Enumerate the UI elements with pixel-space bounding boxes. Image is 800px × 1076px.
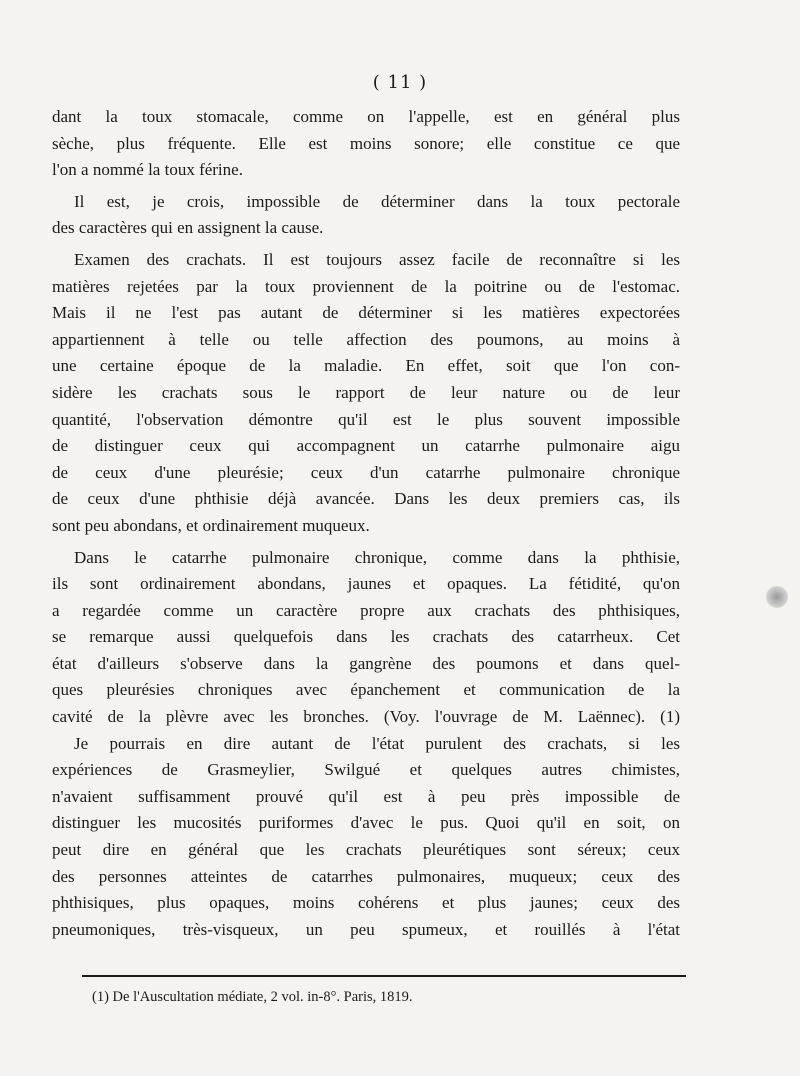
text-line: ils sont ordinairement abondans, jaunes et opaques. La fétidité, qu'on <box>52 574 680 594</box>
text-line: Dans le catarrhe pulmonaire chronique, comme dans la phthisie, <box>74 547 680 567</box>
text-line: de ceux d'une pleurésie; ceux d'un catarrhe pulmonaire chronique <box>52 462 680 482</box>
text-line: sèche, plus fréquente. Elle est moins sonore; elle constitue ce que <box>52 133 680 153</box>
ink-smudge <box>766 586 788 608</box>
text-line: ques pleurésies chroniques avec épanchement et communication de la <box>52 680 680 700</box>
text-line: l'on a nommé la toux férine. <box>52 160 243 180</box>
text-line: de ceux d'une phthisie déjà avancée. Dans les deux premiers cas, ils <box>52 489 680 509</box>
text-line: une certaine époque de la maladie. En effet, soit que l'on con- <box>52 356 680 376</box>
text-line: des personnes atteintes de catarrhes pulmonaires, muqueux; ceux des <box>52 866 680 886</box>
text-line: des caractères qui en assignent la cause. <box>52 218 324 238</box>
text-line: se remarque aussi quelquefois dans les crachats des catarrheux. Cet <box>52 627 680 647</box>
page-number: ( 11 ) <box>372 72 428 93</box>
text-line: distinguer les mucosités puriformes d'avec le pus. Quoi qu'il en soit, on <box>52 813 680 833</box>
text-line: sidère les crachats sous le rapport de leur nature ou de leur <box>52 382 680 402</box>
text-line: expériences de Grasmeylier, Swilgué et quelques autres chimistes, <box>52 760 680 780</box>
body-text <box>52 104 680 943</box>
text-line: matières rejetées par la toux proviennent de la poitrine ou de l'estomac. <box>52 276 680 296</box>
footnote: (1) De l'Auscultation médiate, 2 vol. in-8°. Paris, 1819. <box>92 989 413 1005</box>
text-line: appartiennent à telle ou telle affection des poumons, au moins à <box>52 329 680 349</box>
text-line: a regardée comme un caractère propre aux crachats des phthisiques, <box>52 600 680 620</box>
text-line: état d'ailleurs s'observe dans la gangrène des poumons et dans quel- <box>52 653 680 673</box>
text-line: Examen des crachats. Il est toujours assez facile de reconnaître si les <box>74 249 680 269</box>
text-line: Mais il ne l'est pas autant de déterminer si les matières expectorées <box>52 303 680 323</box>
text-line: Il est, je crois, impossible de déterminer dans la toux pectorale <box>74 191 680 211</box>
text-line: pneumoniques, très-visqueux, un peu spumeux, et rouillés à l'état <box>52 919 680 939</box>
text-line: Je pourrais en dire autant de l'état purulent des crachats, si les <box>74 733 680 753</box>
footnote-rule <box>82 975 686 977</box>
text-line: quantité, l'observation démontre qu'il est le plus souvent impossible <box>52 409 680 429</box>
text-line: sont peu abondans, et ordinairement muqueux. <box>52 515 370 535</box>
text-line: de distinguer ceux qui accompagnent un catarrhe pulmonaire aigu <box>52 436 680 456</box>
text-line: cavité de la plèvre avec les bronches. (Voy. l'ouvrage de M. Laënnec). (1) <box>52 707 680 727</box>
text-line: n'avaient suffisamment prouvé qu'il est à peu près impossible de <box>52 786 680 806</box>
text-line: dant la toux stomacale, comme on l'appelle, est en général plus <box>52 107 680 126</box>
text-line: peut dire en général que les crachats pleurétiques sont séreux; ceux <box>52 840 680 860</box>
text-line: phthisiques, plus opaques, moins cohérens et plus jaunes; ceux des <box>52 893 680 913</box>
